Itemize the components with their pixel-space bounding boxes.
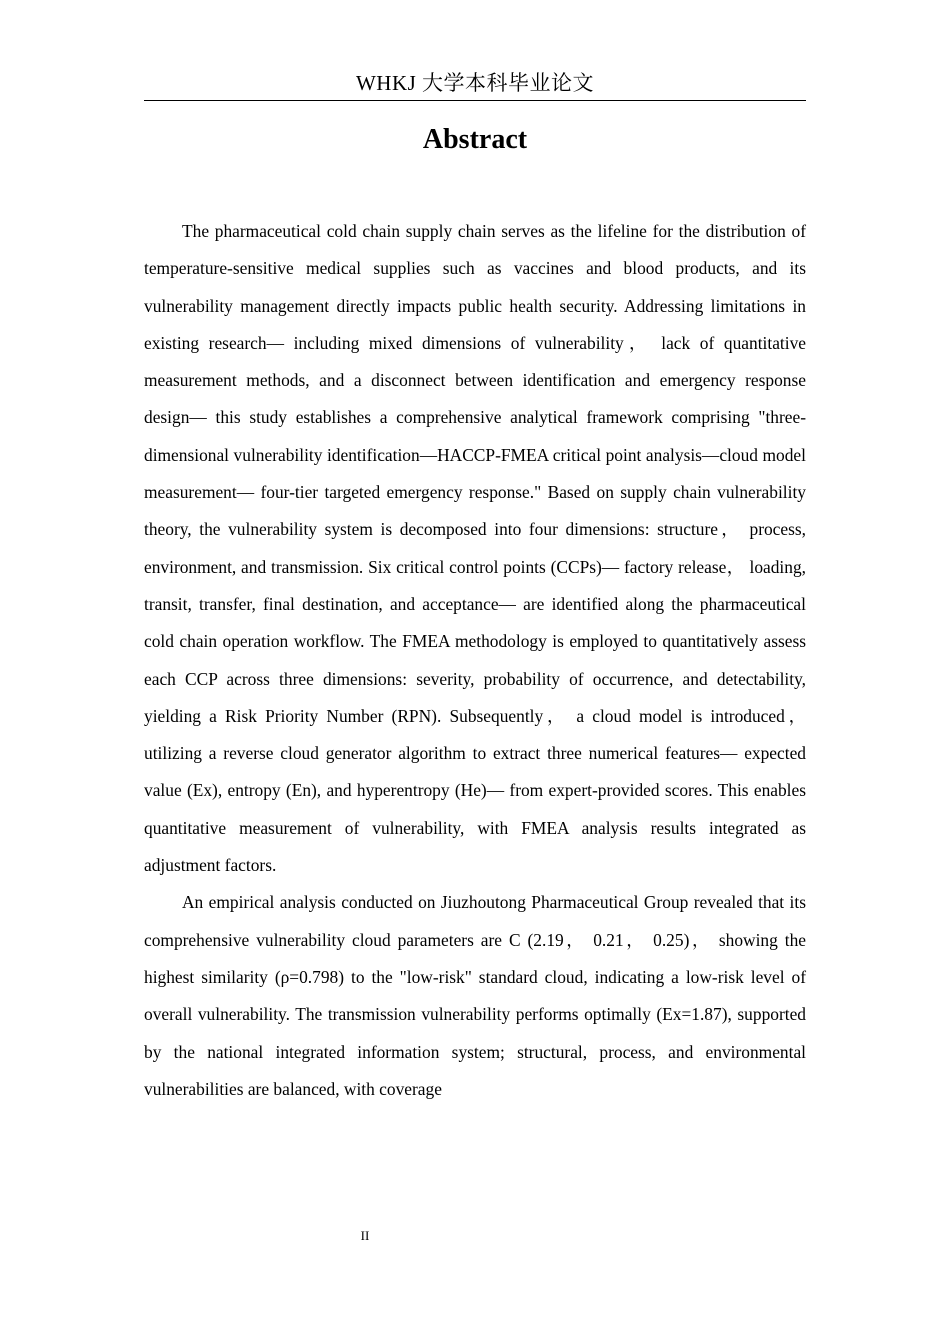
abstract-paragraph-2: An empirical analysis conducted on Jiuzhoutong Pharmaceutical Group revealed that its comprehensive vulnerability cloud parameters are C (2.19， 0.21， 0.25)， showing the highest similarity (ρ=0.798) to the "low-risk" standard cloud, indicating a low-risk level of overall vulnerability. The transmission vulnerability performs optimally (Ex=1.87), supported by the national integrated information system; structural, process, and environmental vulnerabilities are balanced, with coverage: [144, 892, 806, 1099]
abstract-paragraph-1: The pharmaceutical cold chain supply chain serves as the lifeline for the distribution of temperature-sensitive medical supplies such as vaccines and blood products, and its vulnerability management directly impacts public health security. Addressing limitations in existing research— including mixed dimensions of vulnerability， lack of quantitative measurement methods, and a disconnect between identification and emergency response design— this study establishes a comprehensive analytical framework comprising "three-dimensional vulnerability identification—HACCP-FMEA critical point analysis—cloud model measurement— four-tier targeted emergency response." Based on supply chain vulnerability theory, the vulnerability system is decomposed into four dimensions: structure， process, environment, and transmission. Six critical control points (CCPs)— factory release， loading, transit, transfer, final destination, and acceptance— are identified along the pharmaceutical cold chain operation workflow. The FMEA methodology is employed to quantitatively assess each CCP across three dimensions: severity, probability of occurrence, and detectability, yielding a Risk Priority Number (RPN). Subsequently， a cloud model is introduced， utilizing a reverse cloud generator algorithm to extract three numerical features— expected value (Ex), entropy (En), and hyperentropy (He)— from expert-provided scores. This enables quantitative measurement of vulnerability, with FMEA analysis results integrated as adjustment factors.: [144, 221, 806, 876]
running-header: WHKJ 大学本科毕业论文: [355, 71, 595, 95]
abstract-title: Abstract: [422, 124, 528, 155]
abstract-body: [144, 213, 806, 1108]
header-divider: [144, 100, 806, 101]
page-number: II: [360, 1228, 370, 1243]
